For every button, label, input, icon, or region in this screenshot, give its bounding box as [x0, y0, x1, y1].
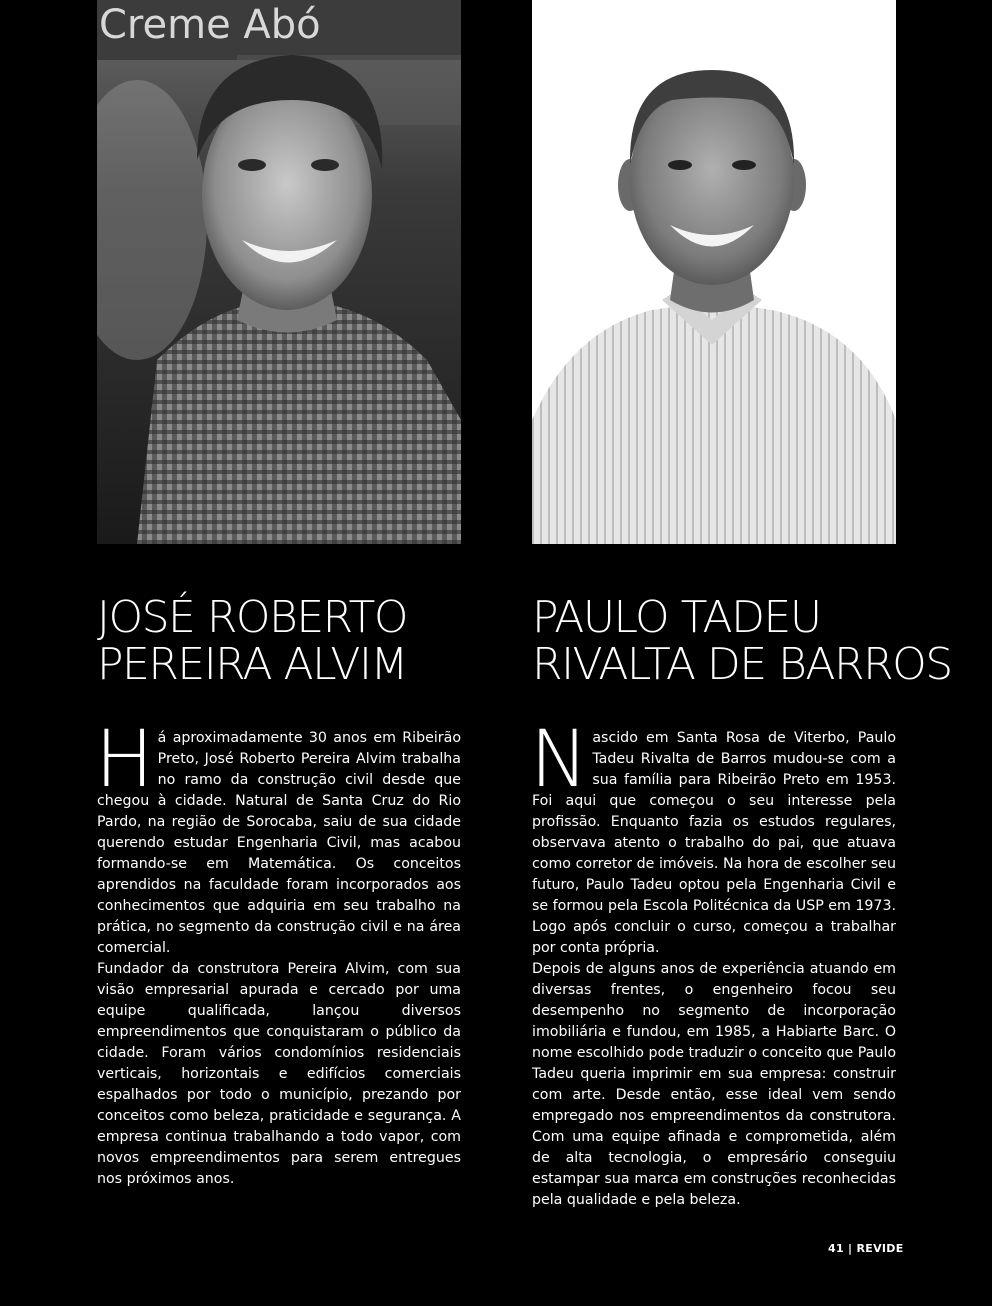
name-line-1: PAULO TADEU — [532, 592, 821, 643]
profile-name-right — [532, 592, 952, 690]
article-body-right — [530, 715, 896, 1211]
paragraph-2: Depois de alguns anos de experiência atuando em diversas frentes, o engenheiro focou seu desempenho no segmento de incorporação imobiliária e fundou, em 1985, a Habiarte Barc. O nome escolhido pode traduzir o conceito que Paulo Tadeu queria imprimir em sua empresa: construir com arte. Desde então, esse ideal vem sendo empregado nos empreendimentos da construtora. Com uma equipe afinada e comprometida, além de alta tecnologia, o empresário conseguiu estampar sua marca em construções reconhecidas pela qualidade e pela beleza. — [532, 961, 896, 1208]
name-line-1: JOSÉ ROBERTO — [97, 592, 408, 643]
portrait-photo-paulo-tadeu — [532, 0, 896, 544]
article-body-left — [95, 715, 461, 1190]
paragraph-1-text: á aproximadamente 30 anos em Ribeirão Preto, José Roberto Pereira Alvim trabalha no ramo da construção civil desde que chegou à cidade. Natural de Santa Cruz do Rio Pardo, na região de Sorocaba, saiu de sua cidade querendo estudar Engenharia Civil, mas acabou formando-se em Matemática. Os conceitos aprendidos na faculdade foram incorporados aos conhecimentos que adquiria em seu trabalho na prática, no segmento da construção civil e na área comercial. — [97, 730, 461, 956]
paragraph-1-text: ascido em Santa Rosa de Viterbo, Paulo Tadeu Rivalta de Barros mudou-se com a sua família para Ribeirão Preto em 1953. Foi aqui que começou o seu interesse pela profissão. Enquanto fazia os estudos regulares, observava atento o trabalho do pai, que atuava como corretor de imóveis. Na hora de escolher seu futuro, Paulo Tadeu optou pela Engenharia Civil e se formou pela Escola Politécnica da USP em 1973. Logo após concluir o curso, começou a trabalhar por conta própria. — [532, 730, 896, 956]
name-line-2: PEREIRA ALVIM — [97, 639, 407, 690]
drop-cap: H — [95, 715, 154, 805]
name-line-2: RIVALTA DE BARROS — [532, 639, 952, 690]
portrait-photo-icon — [97, 0, 461, 544]
sign-text: Creme Abó — [99, 2, 321, 48]
paragraph-2: Fundador da construtora Pereira Alvim, com sua visão empresarial apurada e cercado por uma equipe qualificada, lançou diversos empreendimentos que conquistaram o público da cidade. Foram vários condomínios residenciais verticais, horizontais e edifícios comerciais espalhados por todo o município, prezando por conceitos como beleza, praticidade e segurança. A empresa continua trabalhando a todo vapor, com novos empreendimentos para serem entregues nos próximos anos. — [97, 961, 461, 1187]
paragraph-1 — [530, 715, 896, 959]
portrait-photo-icon — [532, 0, 896, 544]
drop-cap: N — [530, 715, 589, 805]
page-folio: 41 | REVIDE — [828, 1242, 904, 1255]
profile-name-left — [97, 594, 497, 688]
portrait-photo-jose-roberto — [97, 0, 461, 544]
paragraph-1 — [95, 715, 461, 959]
